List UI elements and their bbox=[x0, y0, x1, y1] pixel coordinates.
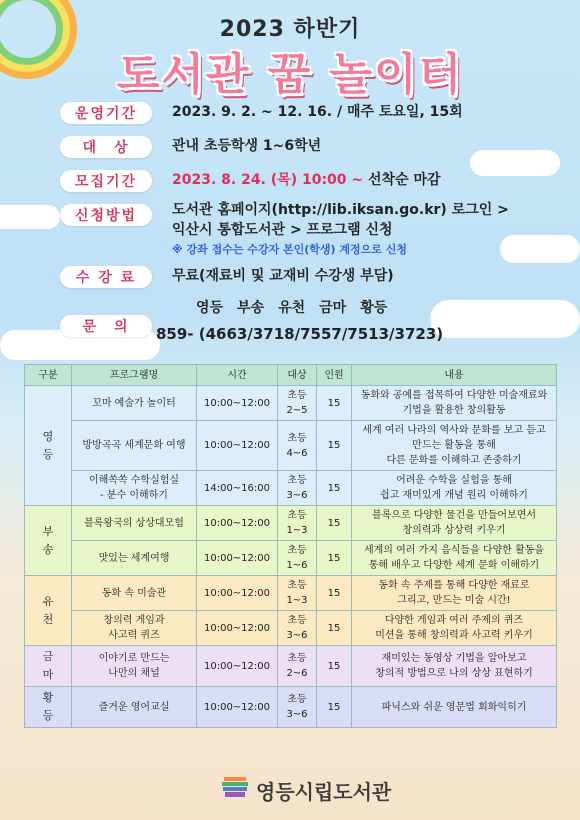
target-cell: 초등 3~6 bbox=[278, 687, 317, 728]
content-cell: 세계 여러 나라의 역사와 문화를 보고 듣고 만드는 활동을 통해 다른 문화를 이해하고 존중하기 bbox=[352, 421, 557, 471]
info-row-contact bbox=[60, 298, 443, 344]
count-cell: 15 bbox=[317, 421, 352, 471]
program-table bbox=[24, 364, 557, 728]
target-cell: 초등 1~3 bbox=[278, 506, 317, 541]
table-row bbox=[25, 646, 557, 687]
time-cell: 10:00~12:00 bbox=[197, 506, 278, 541]
table-row bbox=[25, 687, 557, 728]
content-cell: 재미있는 동영상 기법을 알아보고 창의적 방법으로 나의 상상 표현하기 bbox=[352, 646, 557, 687]
info-label: 모집기간 bbox=[60, 170, 152, 192]
target-cell: 초등 3~6 bbox=[278, 611, 317, 646]
table-row bbox=[25, 421, 557, 471]
contact-phone: 859- (4663/3718/7557/7513/3723) bbox=[156, 325, 444, 343]
info-row-period bbox=[60, 102, 463, 124]
cloud-decoration bbox=[430, 300, 580, 338]
count-cell: 15 bbox=[317, 576, 352, 611]
info-row-apply bbox=[60, 200, 509, 260]
info-label: 수 강 료 bbox=[60, 266, 152, 288]
info-label: 신청방법 bbox=[60, 204, 152, 226]
poster-title: 도서관 꿈 놀이터 bbox=[116, 49, 464, 100]
target-cell: 초등 1~6 bbox=[278, 541, 317, 576]
program-cell: 블록왕국의 상상대모험 bbox=[72, 506, 197, 541]
program-cell: 이해쏙쏙 수학실험실 - 분수 이해하기 bbox=[72, 471, 197, 506]
library-name: 영등시립도서관 bbox=[256, 780, 392, 804]
info-label: 문 의 bbox=[60, 315, 152, 337]
col-header: 내용 bbox=[352, 365, 557, 386]
content-cell: 파닉스와 쉬운 영문법 회화익히기 bbox=[352, 687, 557, 728]
target-cell: 초등 4~6 bbox=[278, 421, 317, 471]
target-cell: 초등 1~3 bbox=[278, 576, 317, 611]
group-cell: 부 송 bbox=[25, 506, 72, 576]
cloud-decoration bbox=[500, 235, 580, 263]
contact-branches: 영등 부송 유천 금마 황등 bbox=[196, 300, 388, 316]
count-cell: 15 bbox=[317, 687, 352, 728]
program-cell: 방방곡곡 세계문화 여행 bbox=[72, 421, 197, 471]
program-cell: 즐거운 영어교실 bbox=[72, 687, 197, 728]
table-row bbox=[25, 541, 557, 576]
cloud-decoration bbox=[470, 150, 560, 176]
program-cell: 창의력 게임과 사고력 퀴즈 bbox=[72, 611, 197, 646]
table-row bbox=[25, 471, 557, 506]
program-cell: 꼬마 예술가 놀이터 bbox=[72, 386, 197, 421]
info-label: 운영기간 bbox=[60, 102, 152, 124]
info-value: 2023. 9. 2. ~ 12. 16. / 매주 토요일, 15회 bbox=[172, 104, 463, 120]
time-cell: 10:00~12:00 bbox=[197, 541, 278, 576]
apply-note: ※ 강좌 접수는 수강자 본인(학생) 계정으로 신청 bbox=[172, 243, 407, 256]
table-row bbox=[25, 506, 557, 541]
count-cell: 15 bbox=[317, 386, 352, 421]
target-cell: 초등 3~6 bbox=[278, 471, 317, 506]
time-cell: 10:00~12:00 bbox=[197, 646, 278, 687]
info-value bbox=[156, 298, 443, 344]
info-value: 관내 초등학생 1~6학년 bbox=[172, 138, 322, 154]
content-cell: 동화와 공예를 접목하여 다양한 미술재료와 기법을 활용한 창의활동 bbox=[352, 386, 557, 421]
count-cell: 15 bbox=[317, 611, 352, 646]
time-cell: 10:00~12:00 bbox=[197, 576, 278, 611]
content-cell: 세계의 여러 가지 음식들을 다양한 활동을 통해 배우고 다양한 세계 문화 이해하기 bbox=[352, 541, 557, 576]
apply-line1: 도서관 홈페이지(http://lib.iksan.go.kr) 로그인 > bbox=[172, 202, 509, 218]
table-row bbox=[25, 576, 557, 611]
info-value: 무료(재료비 및 교재비 수강생 부담) bbox=[172, 268, 394, 284]
time-cell: 14:00~16:00 bbox=[197, 471, 278, 506]
count-cell: 15 bbox=[317, 471, 352, 506]
time-cell: 10:00~12:00 bbox=[197, 386, 278, 421]
info-row-fee bbox=[60, 266, 394, 288]
col-header: 대상 bbox=[278, 365, 317, 386]
content-cell: 다양한 게임과 여러 주제의 퀴즈 미션을 통해 창의력과 사고력 키우기 bbox=[352, 611, 557, 646]
col-header: 프로그램명 bbox=[72, 365, 197, 386]
col-header: 시간 bbox=[197, 365, 278, 386]
group-cell: 금 마 bbox=[25, 646, 72, 687]
info-value bbox=[172, 170, 441, 192]
cloud-decoration bbox=[0, 205, 60, 229]
col-header: 구분 bbox=[25, 365, 72, 386]
target-cell: 초등 2~5 bbox=[278, 386, 317, 421]
info-value bbox=[172, 200, 509, 260]
table-body bbox=[25, 386, 557, 728]
time-cell: 10:00~12:00 bbox=[197, 421, 278, 471]
count-cell: 15 bbox=[317, 646, 352, 687]
time-cell: 10:00~12:00 bbox=[197, 611, 278, 646]
target-cell: 초등 2~6 bbox=[278, 646, 317, 687]
info-row-target bbox=[60, 136, 321, 158]
info-label: 대 상 bbox=[60, 136, 152, 158]
content-cell: 블록으로 다양한 물건을 만들어보면서 창의력과 상상력 키우기 bbox=[352, 506, 557, 541]
program-cell: 동화 속 미술관 bbox=[72, 576, 197, 611]
group-cell: 영 등 bbox=[25, 386, 72, 506]
content-cell: 동화 속 주제를 통해 다양한 재료로 그리고, 만드는 미술 시간! bbox=[352, 576, 557, 611]
library-logo-icon bbox=[220, 774, 250, 800]
count-cell: 15 bbox=[317, 506, 352, 541]
apply-line2: 익산시 통합도서관 > 프로그램 신청 bbox=[172, 222, 393, 238]
count-cell: 15 bbox=[317, 541, 352, 576]
recruit-note: 선착순 마감 bbox=[363, 172, 441, 188]
table-row bbox=[25, 611, 557, 646]
content-cell: 어려운 수학을 실험을 통해 쉽고 재미있게 개념 원리 이해하기 bbox=[352, 471, 557, 506]
poster-year: 2023 하반기 bbox=[219, 17, 361, 42]
recruit-date: 2023. 8. 24. (목) 10:00 ~ bbox=[172, 172, 364, 188]
program-cell: 이야기로 만드는 나만의 채널 bbox=[72, 646, 197, 687]
col-header: 인원 bbox=[317, 365, 352, 386]
info-row-recruit bbox=[60, 170, 441, 192]
program-cell: 맛있는 세계여행 bbox=[72, 541, 197, 576]
time-cell: 10:00~12:00 bbox=[197, 687, 278, 728]
table-header-row bbox=[25, 365, 557, 386]
table-row bbox=[25, 386, 557, 421]
group-cell: 유 천 bbox=[25, 576, 72, 646]
group-cell: 황 등 bbox=[25, 687, 72, 728]
